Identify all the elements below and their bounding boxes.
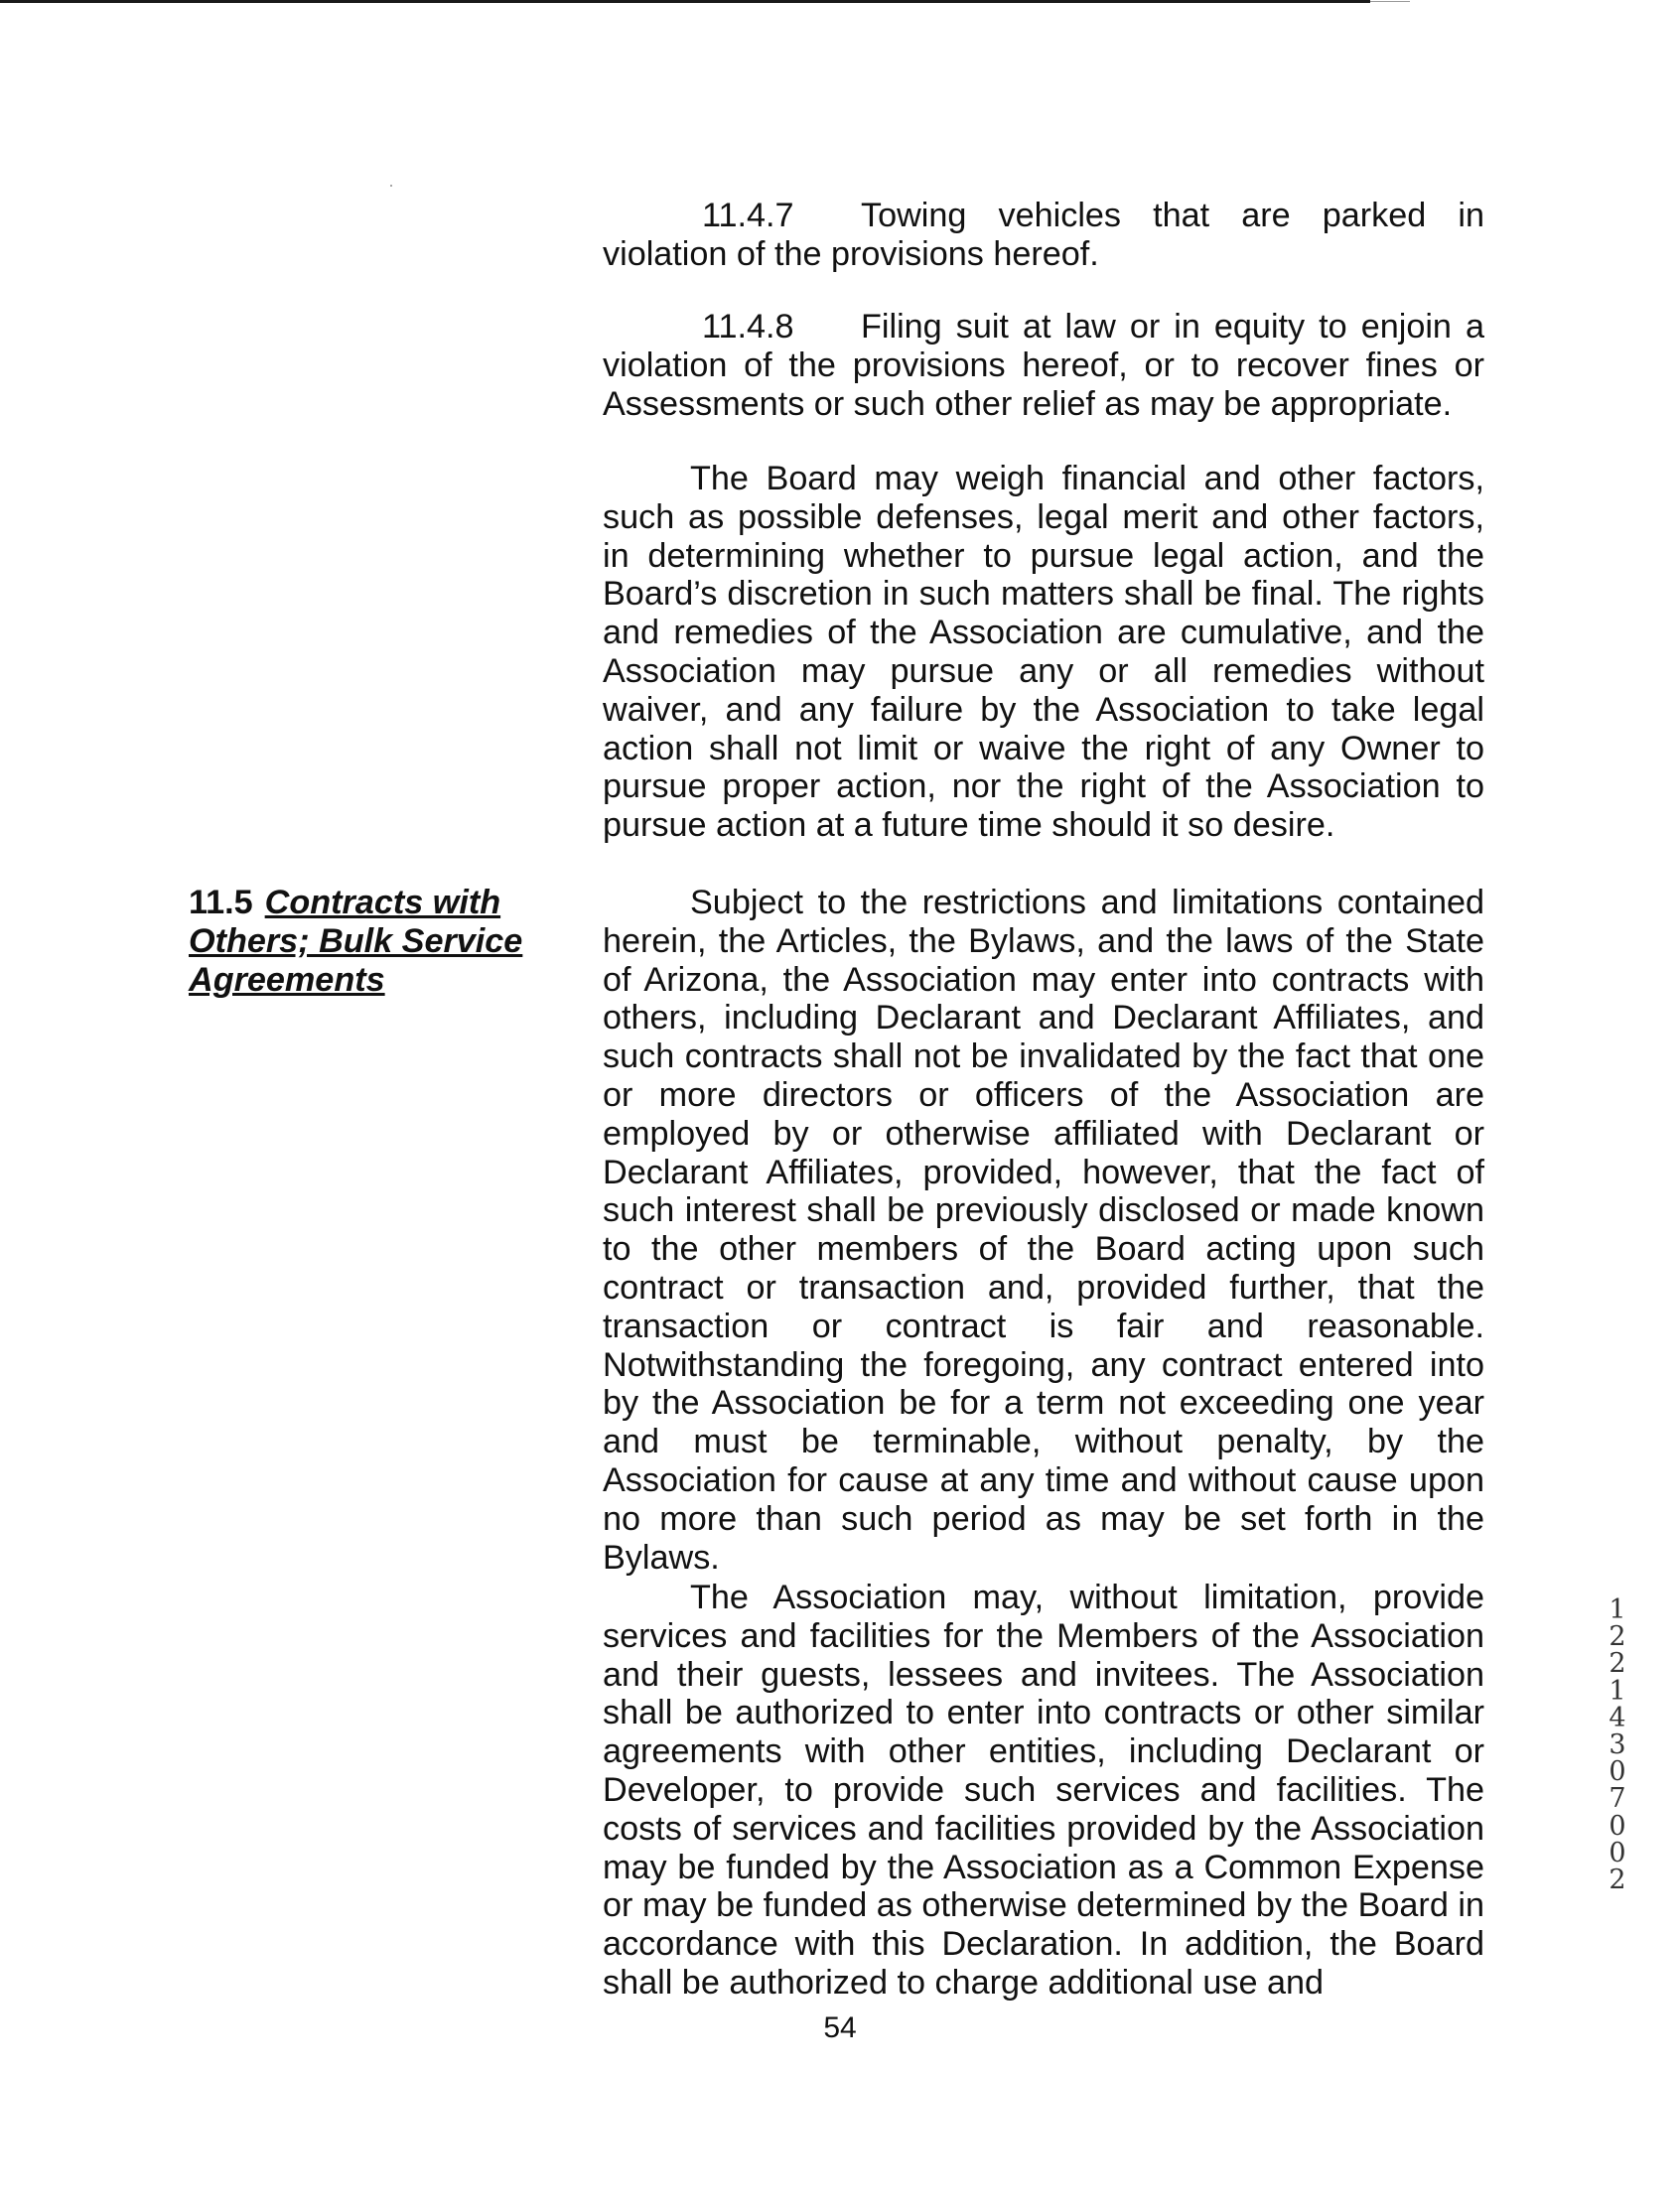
top-edge-rule (0, 0, 1370, 3)
subsection-11-4-7-text: Towing vehicles that are parked in violation of the provisions hereof. (603, 197, 1484, 273)
scan-speck (390, 185, 392, 187)
subsection-11-4-8 (603, 308, 1484, 423)
section-11-5-number: 11.5 (189, 884, 253, 921)
subsection-11-4-8-text: Filing suit at law or in equity to enjoin a violation of the provisions hereof, or to recover fines or Assessments or such other relief as may be appropriate. (603, 308, 1484, 423)
top-edge-rule-faint (1370, 1, 1410, 2)
section-11-5-paragraph-2: The Association may, without limitation, provide services and facilities for the Members of the Association and their guests, lessees and invitees. The Association shall be authorized to enter into contracts or other similar agreements with other entities, including Declarant or Developer, to provide such services and facilities. The costs of services and facilities provided by the Association may be funded by the Association as a Common Expense or may be funded as otherwise determined by the Board in accordance with this Declaration. In addition, the Board shall be authorized to charge additional use and (603, 1579, 1484, 2002)
subsection-11-4-7-number: 11.4.7 (702, 197, 794, 234)
recording-number-vertical (1603, 1594, 1632, 1896)
recording-number-text: 1 2 2 1 4 3 0 7 0 0 2 (1609, 1594, 1626, 1896)
subsection-11-4-7 (603, 197, 1484, 274)
page-number: 54 (823, 2011, 857, 2044)
subsection-11-4-8-number: 11.4.8 (702, 308, 794, 346)
section-11-5-title: Contracts with Others; Bulk Service Agreements (189, 884, 523, 999)
section-11-5-paragraph-1: Subject to the restrictions and limitations contained herein, the Articles, the Bylaws, and the laws of the State of Arizona, the Association may enter into contracts with others, including Declarant and Declarant Affiliates, and such contracts shall not be invalidated by the fact that one or more directors or officers of the Association are employed by or otherwise affiliated with Declarant or Declarant Affiliates, provided, however, that the fact of such interest shall be previously disclosed or made known to the other members of the Board acting upon such contract or transaction and, provided further, that the transaction or contract is fair and reasonable. Notwithstanding the foregoing, any contract entered into by the Association be for a term not exceeding one year and must be terminable, without penalty, by the Association for cause at any time and without cause upon no more than such period as may be set forth in the Bylaws. (603, 884, 1484, 1577)
section-11-5-heading (189, 884, 546, 999)
board-discretion-paragraph: The Board may weigh financial and other factors, such as possible defenses, legal merit and other factors, in determining whether to pursue legal action, and the Board’s discretion in such matters shall be final. The rights and remedies of the Association are cumulative, and the Association may pursue any or all remedies without waiver, and any failure by the Association to take legal action shall not limit or waive the right of any Owner to pursue proper action, nor the right of the Association to pursue action at a future time should it so desire. (603, 460, 1484, 845)
